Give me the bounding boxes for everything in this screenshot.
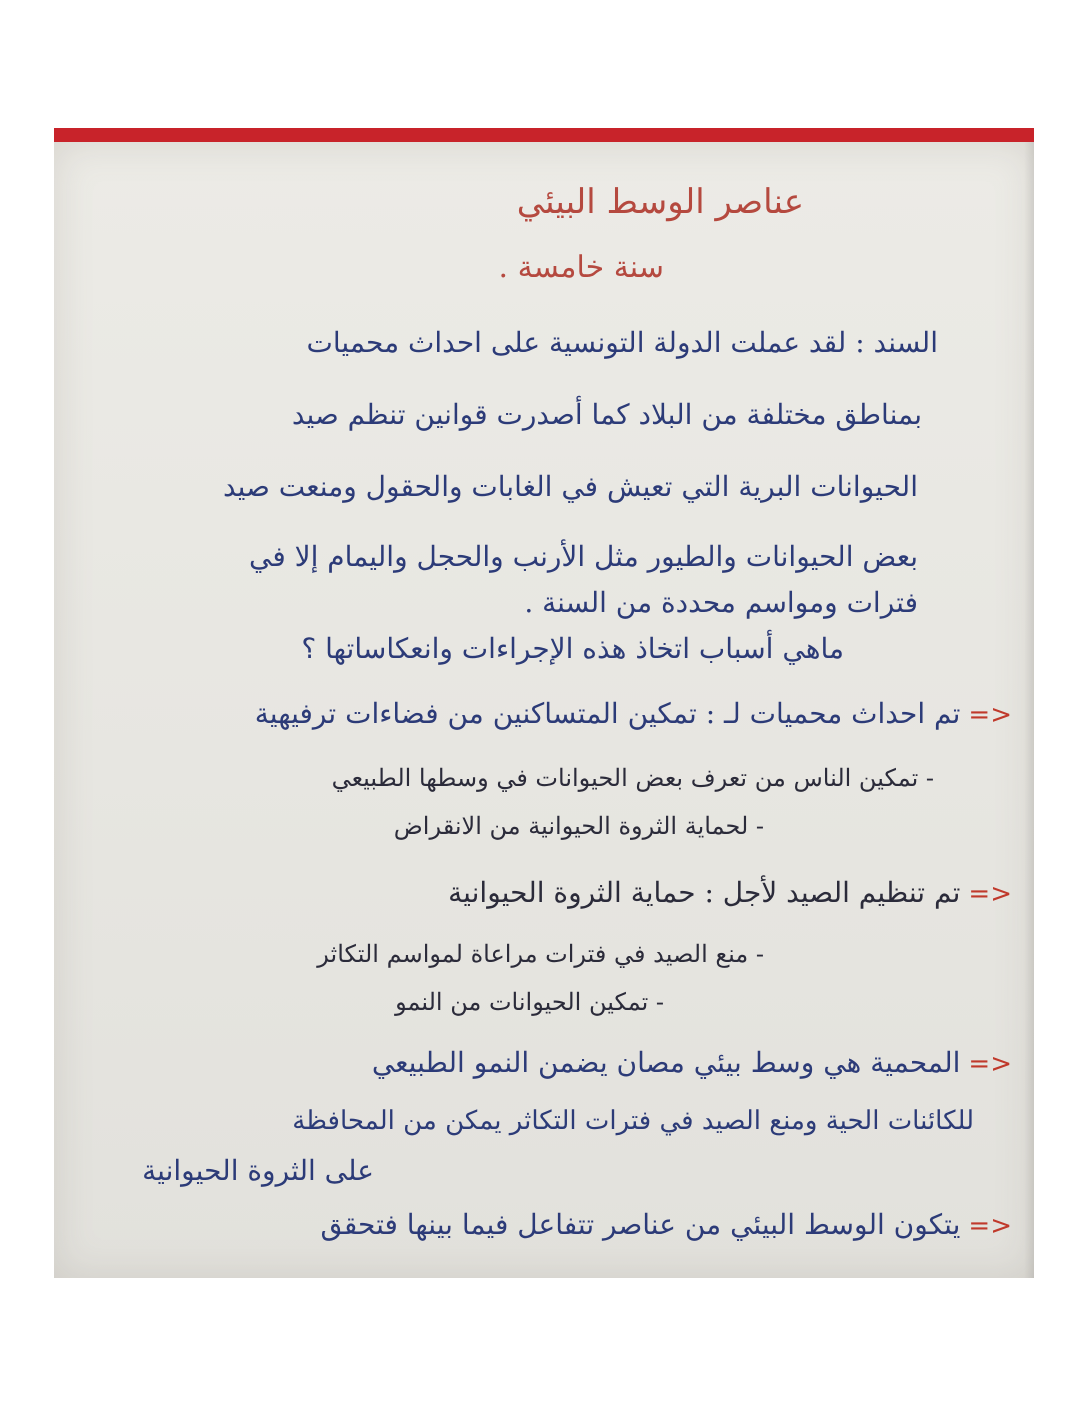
answer-line-4-text: تم تنظيم الصيد لأجل : حماية الثروة الحيوانية [448, 876, 961, 909]
text-line-5: فترات ومواسم محددة من السنة . [524, 586, 918, 619]
answer-line-10 [320, 1208, 1012, 1241]
answer-line-1-text: تم احداث محميات لـ : تمكين المتساكنين من فضاءات ترفيهية [254, 697, 961, 730]
answer-line-6: - تمكين الحيوانات من النمو [395, 988, 664, 1016]
answer-line-8: للكائنات الحية ومنع الصيد في فترات التكاثر يمكن من المحافظة [292, 1106, 974, 1136]
answer-line-3: - لحماية الثروة الحيوانية من الانقراض [393, 812, 764, 840]
question-line: ماهي أسباب اتخاذ هذه الإجراءات وانعكاساتها ؟ [301, 632, 844, 665]
answer-line-10-text: يتكون الوسط البيئي من عناصر تتفاعل فيما بينها فتحقق [320, 1208, 961, 1241]
answer-line-1 [255, 697, 1012, 730]
text-line-1: السند : لقد عملت الدولة التونسية على احداث محميات [306, 326, 938, 359]
notebook-page [54, 142, 1034, 1278]
answer-line-4 [448, 876, 1012, 909]
answer-line-2: - تمكين الناس من تعرف بعض الحيوانات في وسطها الطبيعي [331, 764, 934, 792]
arrow-icon: <= [968, 879, 1012, 909]
arrow-icon: <= [968, 1049, 1012, 1079]
text-line-4: بعض الحيوانات والطيور مثل الأرنب والحجل واليمام إلا في [248, 540, 918, 573]
answer-line-5: - منع الصيد في فترات مراعاة لمواسم التكاثر [317, 940, 764, 968]
notebook-photo [54, 128, 1034, 1278]
arrow-icon: <= [968, 700, 1012, 730]
text-line-3: الحيوانات البرية التي تعيش في الغابات والحقول ومنعت صيد [222, 470, 918, 503]
text-line-2: بمناطق مختلفة من البلاد كما أصدرت قوانين تنظم صيد [291, 398, 922, 431]
answer-line-9: على الثروة الحيوانية [142, 1154, 374, 1187]
answer-line-7 [372, 1046, 1012, 1079]
arrow-icon: <= [968, 1211, 1012, 1241]
page-subtitle: سنة خامسة . [498, 250, 664, 285]
page-title: عناصر الوسط البيئي [516, 182, 804, 222]
answer-line-7-text: المحمية هي وسط بيئي مصان يضمن النمو الطبيعي [371, 1046, 961, 1079]
